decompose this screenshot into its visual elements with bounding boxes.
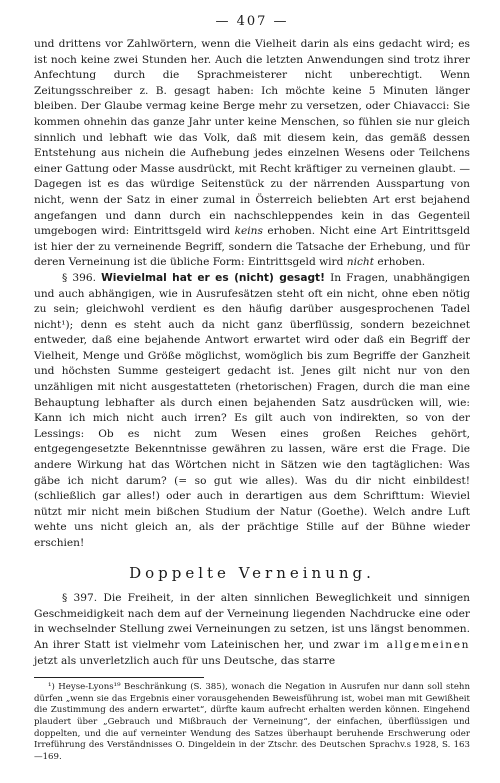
section-lead: Wievielmal hat er es (nicht) gesagt! bbox=[101, 271, 325, 284]
footnote: ¹) Heyse-Lyons¹⁹ Beschränkung (S. 385), wonach die Negation in Ausrufen nur dann soll stehn dürfen „wenn sie das Ergebnis einer vorausgehenden Beweisführung ist, wobei man mit Gewißheit die Zustimmung des andern erwartet“, dürfte kaum aufrecht erhalten werden können. Eingehend plaudert über „Gebrauch und Mißbrauch der Verneinung“, der einfachen, überflüssigen und doppelten, und die auf verneinter Wendung des Satzes überhaupt beruhende Erschwerung oder Irreführung des Verständnisses O. Dingeldein in der Ztschr. des Deutschen Sprachv.s 1928, S. 163—169. bbox=[34, 682, 470, 762]
page-number: — 407 — bbox=[215, 14, 289, 29]
paragraph-397: § 397. Die Freiheit, in der alten sinnlichen Beweglichkeit und sinnigen Geschmeidigkeit nach dem auf der Verneinung liegenden Nachdrucke eine oder in wechselnder Stellung zwei Verneinungen zu setzen, ist uns längst benommen. An ihrer Statt ist vielmehr vom Lateinischen her, und zwar im allgemeinen jetzt als unverletzlich auch für uns Deutsche, das starre bbox=[34, 592, 470, 667]
section-number: § 397. bbox=[62, 592, 98, 605]
section-heading: Doppelte Verneinung. bbox=[129, 563, 375, 582]
footnote-rule bbox=[34, 677, 204, 678]
section-number: § 396. bbox=[62, 271, 96, 284]
main-text bbox=[34, 37, 470, 669]
paragraph-396: § 396. Wievielmal hat er es (nicht) gesagt! In Fragen, unabhängigen und auch abhängigen, wie in Ausrufesätzen steht oft ein nicht, ohne eben nötig zu sein; gleichwohl verdient es den häufig darüber ausgesprochenen Tadel nicht¹); denn es steht auch da nicht ganz überflüssig, sondern bezeichnet entweder, daß eine bejahende Antwort erwartet wird oder daß ein Begriff der Vielheit, Menge und Größe möglichst, womöglich bis zum Begriffe der Ganzheit und höchsten Summe gesteigert gedacht ist. Jenes gilt nicht nur von den unzähligen mit nicht ausgestatteten (rhetorischen) Fragen, durch die man eine Behauptung lebhafter als durch einen bejahenden Satz ausdrücken will, wie: Kann ich mich nicht auch irren? Es gilt auch von indirekten, so von der Lessings: Ob es nicht zum Wesen eines großen Reiches gehört, entgegengesetzte Bekenntnisse gewähren zu lassen, wäre erst die Frage. Die andere Wirkung hat das Wörtchen nicht in Sätzen wie den tagtäglichen: Was gäbe ich nicht darum? (= so gut wie alles). Was du dir nicht einbildest! (schließlich gar alles!) oder auch in derartigen aus dem Schrifttum: Wieviel nützt mir nicht mein bißchen Studium der Natur (Goethe). Welch andre Luft wehte uns nicht gleich an, als der prächtige Stille auf der Bühne wieder erschien! bbox=[34, 271, 470, 549]
paragraph-continued: und drittens vor Zahlwörtern, wenn die Vielheit darin als eins gedacht wird; es ist noch keine zwei Stunden her. Auch die letzten Anwendungen sind trotz ihrer Anfechtung durch die Sprachmeisterer nicht unberechtigt. Wenn Zeitungsschreiber z. B. gesagt haben: Ich möchte keine 5 Minuten länger bleiben. Der Glaube vermag keine Berge mehr zu versetzen, oder Chiavacci: Sie kommen ohnehin das ganze Jahr unter keine Menschen, so fühlen sie nur gleich sinnlich und lebhaft wie das Volk, daß mit diesem kein, das gemäß dessen Entstehung aus nichein die Aufhebung jedes einzelnen Wesens oder Teilchens einer Gattung oder Masse ausdrückt, mit Recht kräftiger zu verneinen glaubt. —Dagegen ist es das würdige Seitenstück zu der närrenden Ausspartung von nicht, wenn der Satz in einer zumal in Österreich beliebten Art erst bejahend angefangen und dann durch ein nachschleppendes kein in das Gegenteil umgebogen wird: Eintrittsgeld wird keins erhoben. Nicht eine Art Eintrittsgeld ist hier der zu verneinende Begriff, sondern die Tatsache der Erhebung, und für deren Verneinung ist die übliche Form: Eintrittsgeld wird nicht erhoben. bbox=[34, 38, 470, 269]
